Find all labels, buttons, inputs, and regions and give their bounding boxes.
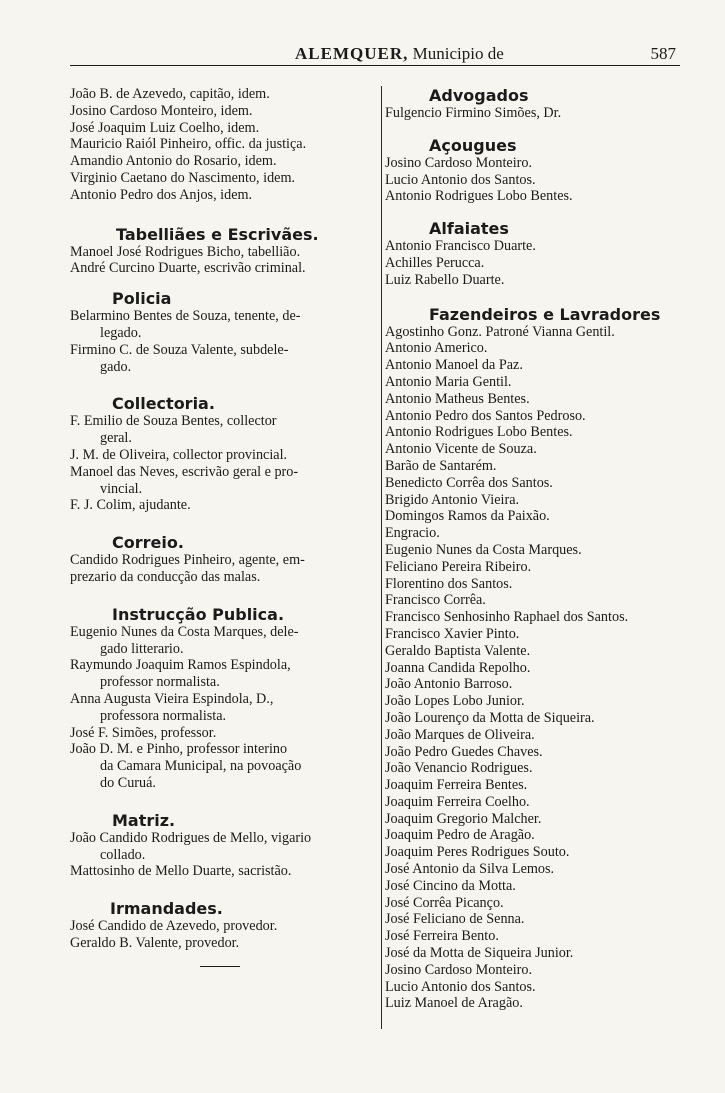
list-item: Joanna Candida Repolho.	[385, 659, 531, 676]
list-item: professor normalista.	[100, 674, 220, 691]
list-item: João D. M. e Pinho, professor interino	[70, 741, 288, 758]
list-item: Barão de Santarém.	[385, 457, 497, 474]
section-heading-collectoria: Collectoria.	[112, 394, 215, 414]
list-item: João Candido Rodrigues de Mello, vigario	[70, 829, 312, 846]
section-heading-instruccao: Instrucção Publica.	[112, 604, 285, 624]
list-item: Florentino dos Santos.	[385, 575, 513, 592]
list-item: Antonio Maria Gentil.	[385, 373, 512, 390]
list-item: Firmino C. de Souza Valente, subdele-	[70, 341, 289, 358]
list-item: João Lopes Lobo Junior.	[385, 693, 525, 710]
list-item: vincial.	[100, 480, 143, 497]
list-item: Lucio Antonio dos Santos.	[385, 978, 536, 995]
list-item: legado.	[100, 324, 142, 341]
list-item: José F. Simões, professor.	[70, 724, 217, 741]
left-column	[70, 86, 376, 967]
page-header	[70, 42, 680, 68]
list-item: Mauricio Raiól Pinheiro, offic. da justiça.	[70, 136, 307, 153]
list-item: Anna Augusta Vieira Espindola, D.,	[70, 690, 274, 707]
list-item: André Curcino Duarte, escrivão criminal.	[70, 260, 306, 277]
list-item: José Corrêa Picanço.	[385, 894, 504, 911]
list-item: Antonio Vicente de Souza.	[385, 441, 537, 458]
list-item: Engracio.	[385, 525, 440, 542]
section-heading-alfaiates: Alfaiates	[429, 219, 509, 239]
list-item: Eugenio Nunes da Costa Marques.	[385, 541, 582, 558]
list-item: Joaquim Ferreira Bentes.	[385, 777, 528, 794]
list-item: Achilles Perucca.	[385, 254, 485, 271]
list-item: F. J. Colim, ajudante.	[70, 497, 191, 514]
list-item: Belarmino Bentes de Souza, tenente, de-	[70, 308, 301, 325]
list-item: collado.	[100, 846, 146, 863]
list-item: Domingos Ramos da Paixão.	[385, 508, 550, 525]
list-item: Benedicto Corrêa dos Santos.	[385, 474, 553, 491]
list-item: Virginio Caetano do Nascimento, idem.	[70, 169, 296, 186]
list-item: J. M. de Oliveira, collector provincial.	[70, 446, 288, 463]
list-item: da Camara Municipal, na povoação	[100, 758, 302, 775]
section-heading-fazendeiros: Fazendeiros e Lavradores	[429, 304, 661, 324]
list-item: Francisco Xavier Pinto.	[385, 625, 520, 642]
closing-rule	[200, 966, 240, 967]
list-item: José Cincino da Motta.	[385, 877, 516, 894]
list-item: Antonio Francisco Duarte.	[385, 238, 536, 255]
list-item: José da Motta de Siqueira Junior.	[385, 945, 574, 962]
list-item: Geraldo Baptista Valente.	[385, 642, 531, 659]
page-title: ALEMQUER, Municipio de	[295, 44, 504, 63]
list-item: José Ferreira Bento.	[385, 928, 499, 945]
list-item: prezario da conducção das malas.	[70, 568, 261, 585]
section-heading-correio: Correio.	[112, 533, 184, 553]
list-item: Manoel José Rodrigues Bicho, tabellião.	[70, 243, 301, 260]
list-item: F. Emilio de Souza Bentes, collector	[70, 413, 277, 430]
list-item: Luiz Manoel de Aragão.	[385, 995, 523, 1012]
list-item: Antonio Pedro dos Santos Pedroso.	[385, 407, 586, 424]
list-item: Fulgencio Firmino Simões, Dr.	[385, 105, 562, 121]
list-item: José Antonio da Silva Lemos.	[385, 861, 555, 878]
list-item: Agostinho Gonz. Patroné Vianna Gentil.	[385, 323, 615, 340]
list-item: Antonio Matheus Bentes.	[385, 390, 530, 407]
list-item: gado.	[100, 358, 132, 375]
list-item: Manoel das Neves, escrivão geral e pro-	[70, 463, 299, 480]
list-item: Amandio Antonio do Rosario, idem.	[70, 153, 277, 170]
list-item: do Curuá.	[100, 774, 156, 791]
list-item: geral.	[100, 430, 132, 447]
list-item: João Marques de Oliveira.	[385, 726, 535, 743]
list-item: Raymundo Joaquim Ramos Espindola,	[70, 657, 291, 674]
section-heading-matriz: Matriz.	[112, 810, 176, 830]
fazendeiros-list	[385, 324, 690, 1013]
page-number: 587	[650, 44, 676, 63]
list-item: Lucio Antonio dos Santos.	[385, 171, 536, 188]
section-heading-tabelliaes: Tabelliães e Escrivães.	[116, 224, 319, 244]
section-heading-advogados: Advogados	[429, 86, 529, 105]
header-rule	[70, 65, 680, 66]
right-column	[381, 86, 690, 1029]
list-item: João Antonio Barroso.	[385, 676, 513, 693]
list-item: Eugenio Nunes da Costa Marques, dele-	[70, 623, 299, 640]
list-item: João Venancio Rodrigues.	[385, 760, 533, 777]
list-item: Joaquim Peres Rodrigues Souto.	[385, 844, 570, 861]
list-item: Feliciano Pereira Ribeiro.	[385, 558, 532, 575]
list-item: Joaquim Ferreira Coelho.	[385, 793, 530, 810]
intro-list	[70, 86, 376, 204]
list-item: Josino Cardoso Monteiro.	[385, 154, 532, 171]
list-item: Joaquim Gregorio Malcher.	[385, 810, 542, 827]
section-heading-irmandades: Irmandades.	[110, 899, 223, 919]
list-item: Luiz Rabello Duarte.	[385, 271, 505, 288]
list-item: Candido Rodrigues Pinheiro, agente, em-	[70, 552, 305, 569]
list-item: João Pedro Guedes Chaves.	[385, 743, 543, 760]
list-item: João Lourenço da Motta de Siqueira.	[385, 709, 595, 726]
list-item: Antonio Manoel da Paz.	[385, 357, 523, 374]
list-item: Joaquim Pedro de Aragão.	[385, 827, 535, 844]
list-item: Antonio Pedro dos Anjos, idem.	[70, 186, 253, 203]
list-item: Josino Cardoso Monteiro, idem.	[70, 102, 253, 119]
list-item: Mattosinho de Mello Duarte, sacristão.	[70, 863, 292, 880]
list-item: professora normalista.	[100, 707, 227, 724]
list-item: Josino Cardoso Monteiro.	[385, 961, 532, 978]
list-item: José Candido de Azevedo, provedor.	[70, 918, 278, 935]
list-item: Antonio Rodrigues Lobo Bentes.	[385, 424, 573, 441]
list-item: José Feliciano de Senna.	[385, 911, 525, 928]
section-heading-policia: Policia	[112, 289, 172, 309]
list-item: João B. de Azevedo, capitão, idem.	[70, 86, 270, 102]
list-item: Francisco Corrêa.	[385, 592, 486, 609]
list-item: Antonio Americo.	[385, 340, 488, 357]
section-heading-acougues: Açougues	[429, 135, 517, 155]
list-item: Brigido Antonio Vieira.	[385, 491, 520, 508]
list-item: Antonio Rodrigues Lobo Bentes.	[385, 188, 573, 205]
list-item: gado litterario.	[100, 640, 184, 657]
list-item: José Joaquim Luiz Coelho, idem.	[70, 119, 260, 136]
list-item: Francisco Senhosinho Raphael dos Santos.	[385, 609, 629, 626]
list-item: Geraldo B. Valente, provedor.	[70, 934, 240, 951]
